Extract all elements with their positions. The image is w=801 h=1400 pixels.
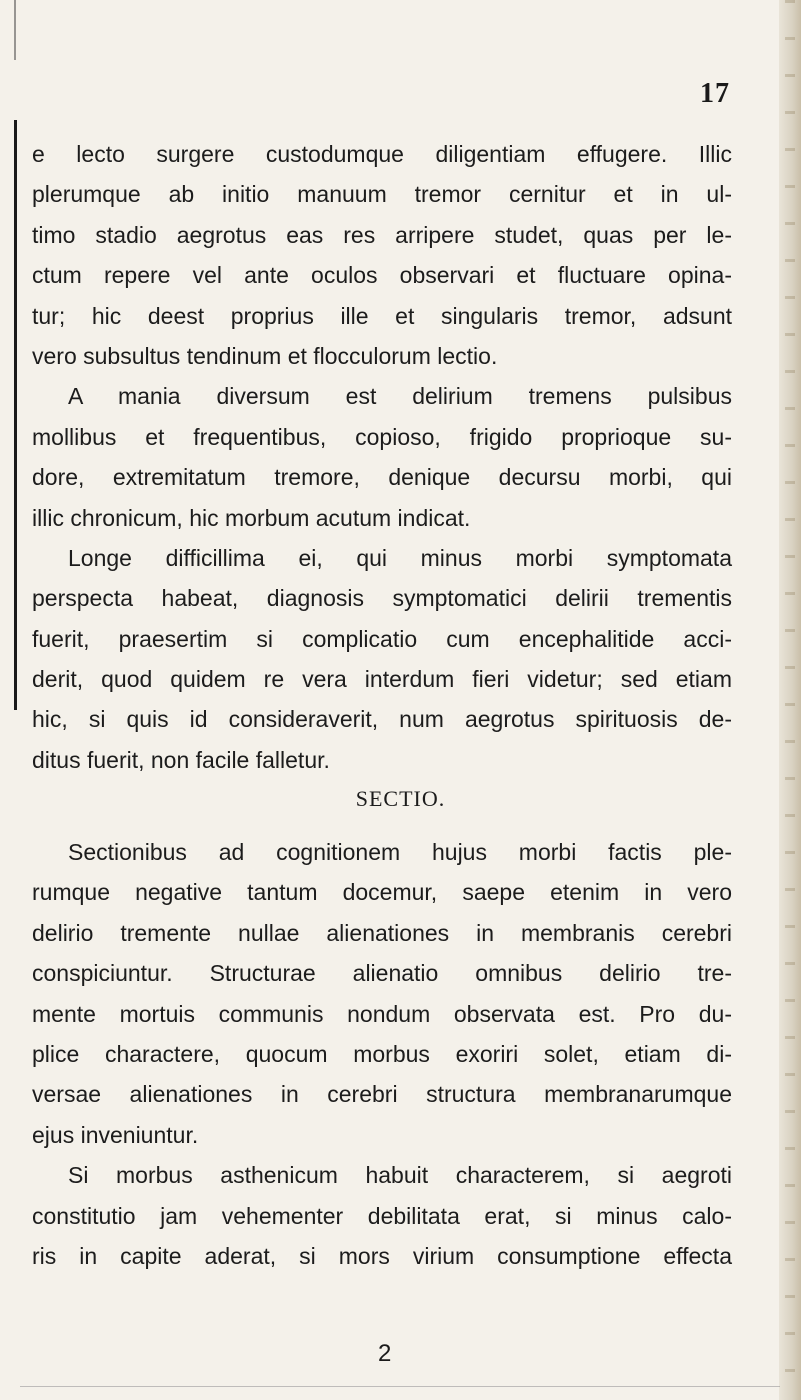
text-line: hic, si quis id consideraverit, num aegrotus spirituosis de-	[32, 706, 732, 733]
text-line: plerumque ab initio manuum tremor cernitur et in ul-	[32, 181, 732, 208]
text-line: derit, quod quidem re vera interdum fieri videtur; sed etiam	[32, 666, 732, 693]
signature-mark: 2	[378, 1340, 392, 1367]
text-line: delirio tremente nullae alienationes in membranis cerebri	[32, 919, 732, 946]
text-line: fuerit, praesertim si complicatio cum encephalitide acci-	[32, 625, 732, 652]
text-line: e lecto surgere custodumque diligentiam effugere. Illic	[32, 141, 732, 167]
text-line: ditus fuerit, non facile falletur.	[32, 746, 330, 773]
text-line: ctum repere vel ante oculos observari et fluctuare opina-	[32, 262, 732, 289]
text-line: mollibus et frequentibus, copioso, frigido proprioque su-	[32, 423, 732, 450]
text-line: rumque negative tantum docemur, saepe etenim in vero	[32, 879, 732, 906]
text-line: mente mortuis communis nondum observata est. Pro du-	[32, 1000, 732, 1027]
bottom-edge-line	[20, 1386, 780, 1387]
page-edge-stains	[785, 0, 795, 1400]
text-line: plice charactere, quocum morbus exoriri solet, etiam di-	[32, 1040, 732, 1067]
text-line: ris in capite aderat, si mors virium consumptione effecta	[32, 1242, 732, 1269]
text-line: illic chronicum, hic morbum acutum indicat.	[32, 504, 471, 531]
page-number: 17	[700, 78, 730, 109]
text-line: A mania diversum est delirium tremens pulsibus	[68, 383, 732, 410]
text-line: dore, extremitatum tremore, denique decursu morbi, qui	[32, 464, 732, 491]
text-line: vero subsultus tendinum et flocculorum lectio.	[32, 342, 498, 369]
section-heading: SECTIO.	[355, 786, 446, 811]
text-line: tur; hic deest proprius ille et singularis tremor, adsunt	[32, 302, 732, 329]
text-line: Longe difficillima ei, qui minus morbi symptomata	[68, 544, 732, 571]
text-line: conspiciuntur. Structurae alienatio omnibus delirio tre-	[32, 960, 732, 987]
text-block-2	[32, 832, 732, 1276]
text-line: perspecta habeat, diagnosis symptomatici delirii trementis	[32, 585, 732, 612]
text-block-1	[32, 134, 732, 780]
binding-shadow	[14, 0, 16, 60]
text-line: constitutio jam vehementer debilitata erat, si minus calo-	[32, 1202, 732, 1229]
binding-edge	[14, 120, 17, 710]
text-line: timo stadio aegrotus eas res arripere studet, quas per le-	[32, 221, 732, 248]
text-line: Sectionibus ad cognitionem hujus morbi factis ple-	[68, 839, 732, 865]
text-line: versae alienationes in cerebri structura membranarumque	[32, 1081, 732, 1108]
text-line: ejus inveniuntur.	[32, 1121, 199, 1148]
text-line: Si morbus asthenicum habuit characterem, si aegroti	[68, 1162, 732, 1189]
